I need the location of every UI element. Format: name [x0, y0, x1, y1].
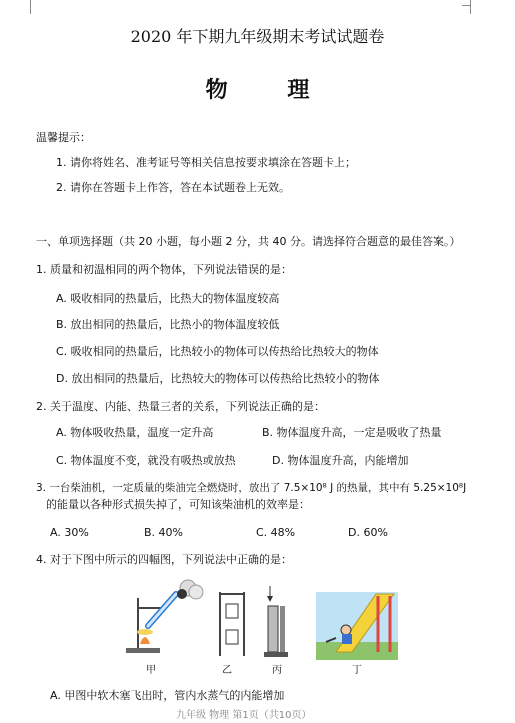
caption-bing: 丙 — [272, 665, 282, 676]
q3-stem-line2: 的能量以各种形式损失掉了，可知该柴油机的效率是： — [46, 498, 310, 511]
notice-label: 温馨提示： — [36, 131, 91, 144]
q1-option-d: D. 放出相同的热量后，比热较大的物体可以传热给比热较小的物体 — [56, 372, 380, 385]
q1-option-b: B. 放出相同的热量后，比热小的物体温度较低 — [56, 318, 280, 331]
caption-ding: 丁 — [352, 665, 362, 676]
q1-option-a: A. 吸收相同的热量后，比热大的物体温度较高 — [56, 292, 280, 305]
q2-option-b: B. 物体温度升高，一定是吸收了热量 — [262, 426, 442, 439]
caption-jia: 甲 — [146, 665, 156, 676]
q2-option-c: C. 物体温度不变，就没有吸热或放热 — [56, 454, 236, 467]
q3-option-c: C. 48% — [256, 526, 296, 539]
q3-option-d: D. 60% — [348, 526, 388, 539]
figure-bing — [264, 584, 292, 660]
q3-stem-line1: 3. 一台柴油机，一定质量的柴油完全燃烧时，放出了 7.5×10⁸ J 的热量，其中有 5.25×10⁸J — [36, 482, 467, 494]
q2-option-a: A. 物体吸收热量，温度一定升高 — [56, 426, 214, 439]
subject-title: 物 理 — [205, 77, 336, 103]
q3-option-a: A. 30% — [50, 526, 89, 539]
figure-yi — [214, 590, 250, 660]
q4-option-a: A. 甲图中软木塞飞出时，管内水蒸气的内能增加 — [50, 689, 285, 702]
figure-ding — [316, 592, 398, 660]
q2-option-d: D. 物体温度升高，内能增加 — [272, 454, 409, 467]
page-footer: 九年级 物理 第1页（共10页） — [176, 710, 312, 721]
q1-option-c: C. 吸收相同的热量后，比热较小的物体可以传热给比热较大的物体 — [56, 345, 379, 358]
q3-option-b: B. 40% — [144, 526, 183, 539]
notice-item-2: 2. 请你在答题卡上作答，答在本试题卷上无效。 — [56, 181, 290, 194]
caption-yi: 乙 — [222, 665, 232, 676]
crop-mark-top-left — [30, 0, 31, 14]
figure-jia — [118, 578, 210, 658]
q4-stem: 4. 对于下图中所示的四幅图，下列说法中正确的是： — [36, 553, 292, 566]
notice-item-1: 1. 请你将姓名、准考证号等相关信息按要求填涂在答题卡上； — [56, 156, 356, 169]
crop-mark-top-right — [470, 0, 471, 14]
q2-stem: 2. 关于温度、内能、热量三者的关系，下列说法正确的是： — [36, 400, 325, 413]
crop-mark-top-right-h — [462, 5, 470, 6]
section-heading: 一、单项选择题（共 20 小题，每小题 2 分，共 40 分。请选择符合题意的最佳答案。） — [36, 235, 461, 248]
exam-title: 2020 年下期九年级期末考试试题卷 — [130, 27, 385, 46]
q1-stem: 1. 质量和初温相同的两个物体，下列说法错误的是： — [36, 263, 292, 276]
